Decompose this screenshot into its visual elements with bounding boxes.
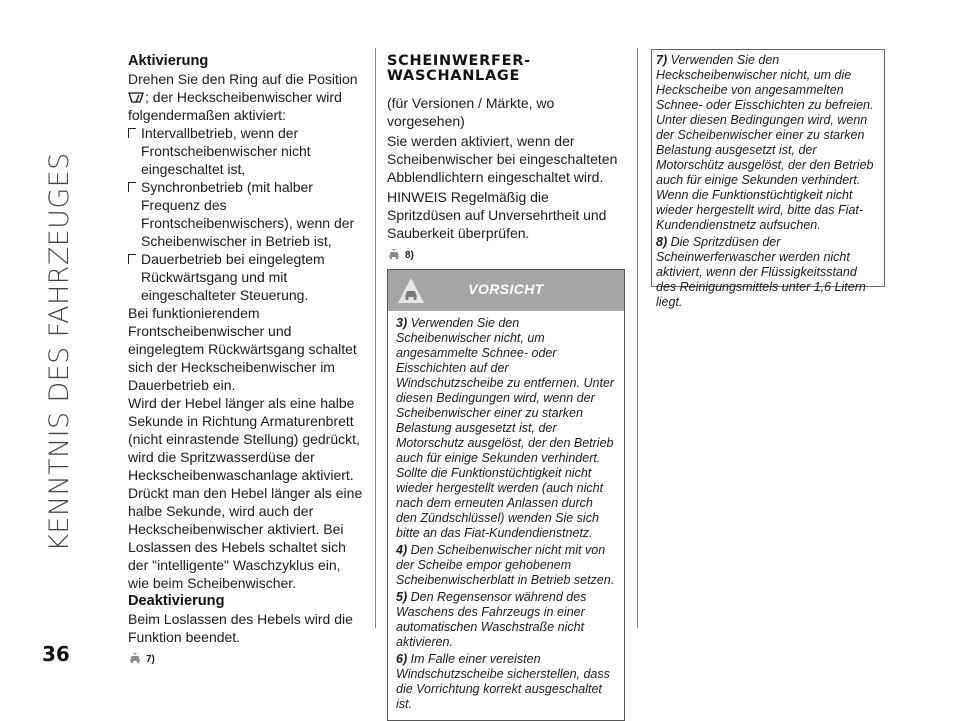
caution-header	[388, 270, 624, 311]
column-left	[128, 52, 364, 665]
bullet-continuous-text: Dauerbetrieb bei eingelegtem Rückwärtsgang und mit eingeschalteter Steuerung.	[141, 251, 325, 303]
paragraph-hinweis: HINWEIS Regelmäßig die Spritzdüsen auf Unversehrtheit und Sauberkeit überprüfen.	[387, 189, 607, 241]
car-note-icon	[128, 651, 142, 665]
caution-item	[396, 316, 616, 541]
activation-intro-a: Drehen Sie den Ring auf die Position	[128, 71, 358, 87]
corner-bullet-icon	[128, 128, 136, 138]
bullet-interval	[128, 124, 364, 178]
caution-item	[396, 652, 616, 712]
caution-item-num: 4)	[396, 543, 408, 557]
note-reference	[128, 649, 364, 665]
caution-item-text: Den Scheibenwischer nicht mit von der Scheibe empor gehobenem Scheibenwischerblatt in Betrieb setzen.	[396, 543, 615, 587]
caution-item-text: Die Spritzdüsen der Scheinwerferwascher werden nicht aktiviert, wenn der Flüssigkeitsstand des Reinigungsmittels unter 1,6 Litern liegt.	[656, 235, 866, 309]
caution-continued-body	[652, 50, 884, 310]
bullet-synchron	[128, 178, 364, 250]
section-heading: SCHEINWERFER-WASCHANLAGE	[387, 53, 531, 84]
caution-item	[656, 53, 878, 233]
caution-box	[387, 269, 625, 721]
caution-item-text: Verwenden Sie den Heckscheibenwischer nicht, um die Heckscheibe von angesammelten Schnee- oder Eisschichten zu befreien. Unter diesen Bedingungen wird, wenn der Scheibenwischer einer zu starken Belastung ausgesetzt ist, der Motorschütz ausgelöst, der den Betrieb auch für einige Sekunden verhindert. Wenn die Funktionstüchtigkeit nicht wieder hergestellt wird, bitte das Fiat-Kundendienstnetz aufsuchen.	[656, 53, 874, 232]
corner-bullet-icon	[128, 182, 136, 192]
caution-title: VORSICHT	[468, 281, 544, 297]
caution-item-num: 5)	[396, 590, 408, 604]
paragraph-versions: (für Versionen / Märkte, wo vorgesehen)	[387, 95, 555, 129]
side-section-title: KENNTNIS DES FAHRZEUGES	[44, 152, 75, 552]
paragraph-lever: Wird der Hebel länger als eine halbe Sekunde in Richtung Armaturenbrett (nicht einrastende Stellung) gedrückt, wird die Spritzwasserdüse der Heckscheibenwaschanlage aktiviert. Drückt man den Hebel länger als eine halbe Sekunde, wird auch der Heckscheibenwischer aktiviert. Bei Loslassen des Hebels schaltet sich der "intelligente" Waschzyklus ein, wie beim Scheibenwischer.	[128, 395, 363, 591]
caution-item-num: 8)	[656, 235, 668, 249]
column-divider-1	[375, 48, 376, 628]
caution-item-num: 7)	[656, 53, 668, 67]
note-ref-number: 7)	[146, 654, 155, 665]
caution-item	[396, 543, 616, 588]
caution-body	[388, 311, 624, 720]
bullet-interval-text: Intervallbetrieb, wenn der Frontscheibenwischer nicht eingeschaltet ist,	[141, 125, 311, 177]
caution-box-continued	[651, 49, 885, 309]
caution-item-num: 3)	[396, 316, 408, 330]
bullet-continuous	[128, 250, 364, 304]
bullet-synchron-text: Synchronbetrieb (mit halber Frequenz des Frontscheibenwischers), wenn der Scheibenwischer in Betrieb ist,	[141, 179, 355, 249]
heading-activation: Aktivierung	[128, 53, 209, 69]
rear-wiper-symbol-icon	[128, 90, 144, 101]
paragraph-deactivation: Beim Loslassen des Hebels wird die Funktion beendet.	[128, 611, 353, 645]
caution-item-text: Verwenden Sie den Scheibenwischer nicht, um angesammelte Schnee- oder Eisschichten auf der Windschutzscheibe zu entfernen. Unter diesen Bedingungen wird, wenn der Scheibenwischer einer zu starken Belastung ausgesetzt ist, der Motorschutz ausgelöst, der den Betrieb auch für einige Sekunden verhindert. Sollte die Funktionstüchtigkeit nicht wieder hergestellt werden (auch nicht nach dem erneuten Anlassen durch den Zündschlüssel) wenden Sie sich bitte an das Fiat-Kundendienstnetz.	[396, 316, 615, 540]
caution-item-text: Den Regensensor während des Waschens des Fahrzeugs in einer automatischen Waschstraße nicht aktivieren.	[396, 590, 587, 649]
column-middle	[387, 52, 623, 721]
caution-item-num: 6)	[396, 652, 408, 666]
caution-item-text: Im Falle einer vereisten Windschutzscheibe sicherstellen, dass die Vorrichtung korrekt ausgeschaltet ist.	[396, 652, 610, 711]
paragraph-activation: Sie werden aktiviert, wenn der Scheibenwischer bei eingeschalteten Abblendlichtern eingeschaltet wird.	[387, 133, 618, 185]
paragraph-reverse: Bei funktionierendem Frontscheibenwischer und eingelegtem Rückwärtsgang schaltet sich der Heckscheibenwischer im Dauerbetrieb ein.	[128, 305, 357, 393]
activation-intro	[128, 70, 364, 124]
car-note-icon	[387, 247, 401, 261]
activation-intro-b: ; der Heckscheibenwischer wird folgendermaßen aktiviert:	[128, 89, 342, 123]
page-number: 36	[42, 642, 70, 666]
note-reference	[387, 245, 623, 261]
column-divider-2	[637, 48, 638, 628]
note-ref-number: 8)	[405, 250, 414, 261]
corner-bullet-icon	[128, 254, 136, 264]
heading-deactivation: Deaktivierung	[128, 593, 225, 609]
caution-item	[396, 590, 616, 650]
caution-item	[656, 235, 878, 310]
